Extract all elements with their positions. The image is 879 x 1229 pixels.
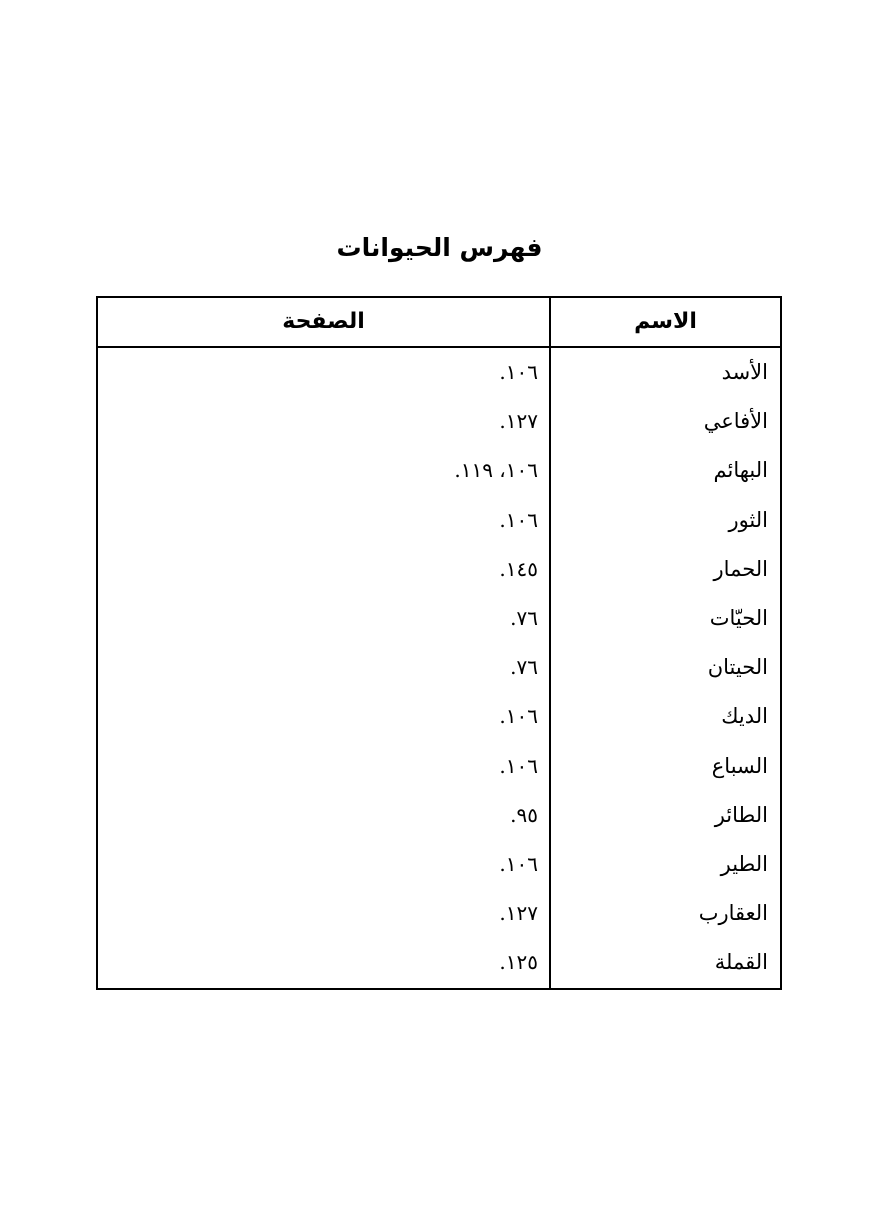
animal-name: القملة [714,950,768,975]
table-row [98,692,780,741]
table-row [98,446,780,495]
header-page: الصفحة [282,309,365,334]
table-row [98,496,780,545]
page-numbers: ٧٦. [510,655,538,680]
animal-name: العقارب [698,901,768,926]
page-title: فهرس الحيوانات [336,233,543,262]
page-numbers: ١٢٧. [499,409,538,434]
page-numbers: ٧٦. [510,605,538,630]
page-numbers: ١٠٦. [499,360,538,384]
header-name: الاسم [634,309,697,334]
page-numbers: ٩٥. [510,802,538,827]
table-header-row [98,298,780,348]
animal-name: الأسد [721,360,768,384]
page-numbers: ١٠٦. [499,704,538,729]
table-row [98,643,780,692]
table-row [98,594,780,643]
animal-name: الحيّات [709,605,768,630]
animal-name: السباع [711,753,768,778]
animal-name: الطائر [714,802,768,827]
table-body [98,348,780,987]
page-numbers: ١٢٧. [499,901,538,926]
animal-name: الحيتان [707,655,768,680]
page-numbers: ١٠٦. [499,851,538,876]
page-numbers: ١٠٦. [499,507,538,532]
table-row [98,938,780,987]
animal-name: الديك [721,704,768,729]
table-row [98,840,780,889]
animal-name: الثور [728,507,768,532]
table-row [98,742,780,791]
page-numbers: ١٢٥. [499,950,538,975]
table-row [98,397,780,446]
page-numbers: ١٤٥. [499,556,538,581]
animal-name: الطير [720,851,768,876]
animal-name: البهائم [713,458,768,483]
table-row [98,889,780,938]
page-numbers: ١٠٦. [499,753,538,778]
table-row [98,348,780,397]
animal-name: الأفاعي [703,409,768,434]
table-row [98,791,780,840]
table-row [98,545,780,594]
page-numbers: ١٠٦، ١١٩. [454,458,538,483]
animal-name: الحمار [713,556,768,581]
animals-index-table [96,296,782,990]
